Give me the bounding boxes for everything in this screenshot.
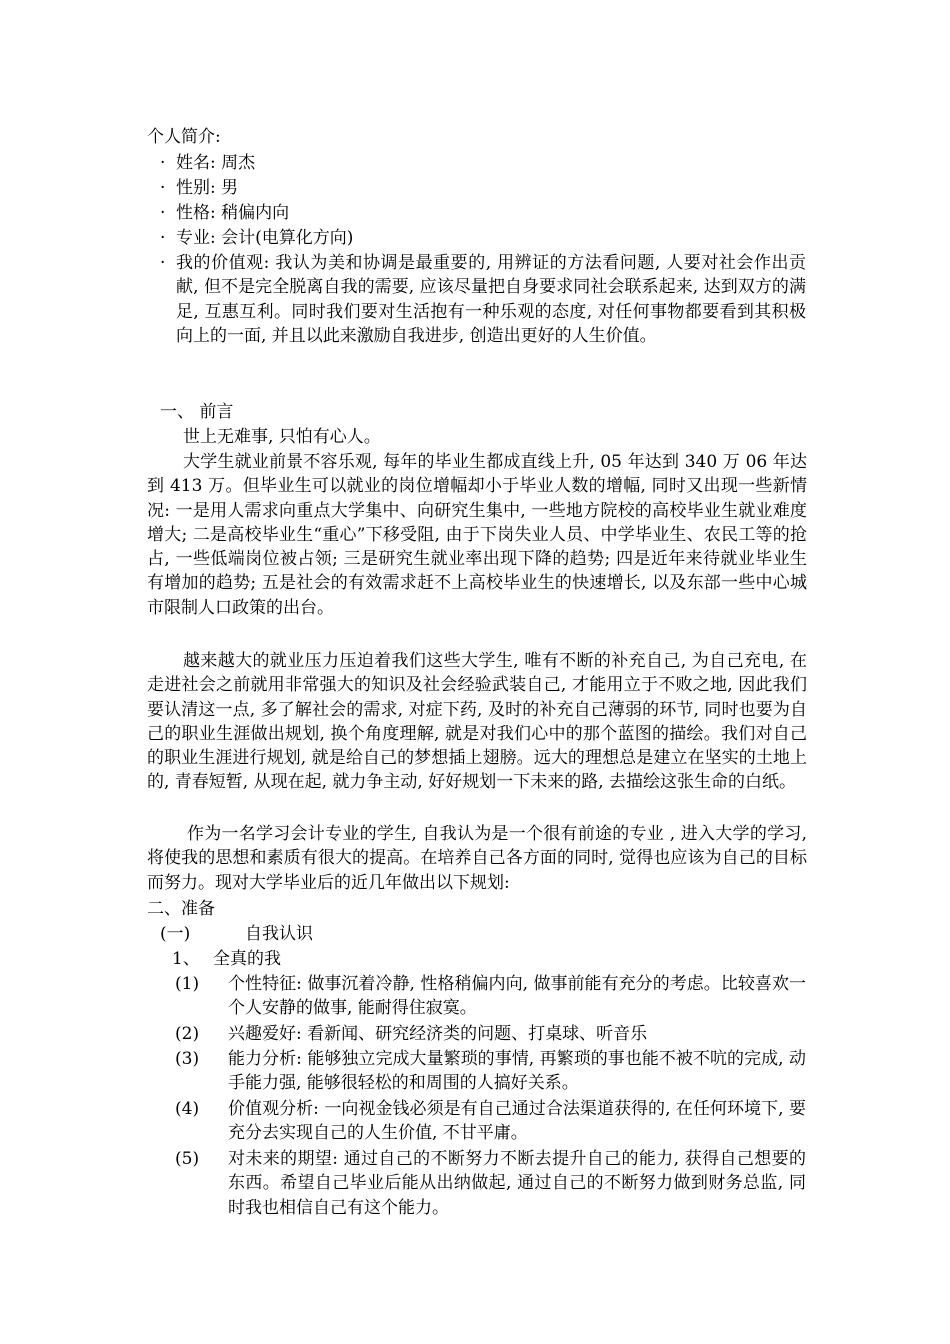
point-text: 个性特征: 做事沉着冷静, 性格稍偏内向, 做事前能有充分的考虑。比较喜欢一个人安静的做事, 能耐得住寂寞。: [228, 974, 806, 1019]
point-number: (5): [175, 1149, 200, 1169]
point-text: 对未来的期望: 通过自己的不断努力不断去提升自己的能力, 获得自己想要的东西。希望自己毕业后能从出纳做起, 通过自己的不断努力做到财务总监, 同时我也相信自己有这个能力。: [228, 1149, 806, 1218]
point-number: (2): [175, 1024, 200, 1044]
profile-item-text: 专业: 会计(电算化方向): [176, 228, 354, 248]
section1-heading: 一、 前言: [160, 402, 234, 422]
point-number: (1): [175, 974, 200, 994]
bullet-dot: ·: [160, 228, 166, 248]
self-point-2: [0, 1022, 950, 1047]
section2-heading: 二、准备: [147, 899, 215, 919]
profile-item-text: 性别: 男: [176, 178, 239, 198]
subsection-number: (一): [160, 924, 191, 944]
profile-item-values: [0, 251, 950, 376]
profile-item-name: [0, 151, 950, 175]
bullet-dot: ·: [160, 178, 166, 198]
profile-item-text: 性格: 稍偏内向: [176, 203, 290, 223]
values-text: 我的价值观: 我认为美和协调是最重要的, 用辨证的方法看问题, 人要对社会作出贡献, 但不是完全脱离自我的需要, 应该尽量把自身要求同社会联系起来, 达到双方的满足, 互惠互利。同时我们要对生活抱有一种乐观的态度, 对任何事物都要看到其积极向上的一面, 并且以此来激励自我进步, 创造出更好的人生价值。: [176, 253, 806, 347]
intro-paragraph-2: 越来越大的就业压力压迫着我们这些大学生, 唯有不断的补充自己, 为自己充电, 在走进社会之前就用非常强大的知识及社会经验武装自己, 才能用立于不败之地, 因此我们要认清这一点, 多了解社会的需求, 对症下药, 及时的补充自己薄弱的环节, 同时也要为自己的职业生涯做出规划, 换个角度理解, 就是对我们心中的那个蓝图的描绘。我们对自己的职业生涯进行规划, 就是给自己的梦想插上翅膀。远大的理想总是建立在坚实的土地上的, 青春短暂, 从现在起, 就力争主动, 好好规划一下未来的路, 去描绘这张生命的白纸。: [147, 651, 807, 793]
profile-item-text: 姓名: 周杰: [176, 153, 256, 173]
point-text: 兴趣爱好: 看新闻、研究经济类的问题、打桌球、听音乐: [228, 1024, 648, 1044]
self-point-3: [0, 1047, 950, 1097]
intro-paragraph-3: 作为一名学习会计专业的学生, 自我认为是一个很有前途的专业 , 进入大学的学习, 将使我的思想和素质有很大的提高。在培养自己各方面的同时, 觉得也应该为自己的目标而努力。现对大学毕业后的近几年做出以下规划:: [147, 824, 807, 893]
self-point-5: [0, 1147, 950, 1222]
point-text: 价值观分析: 一向视金钱必须是有自己通过合法渠道获得的, 在任何环境下, 要充分去实现自己的人生价值, 不甘平庸。: [228, 1099, 806, 1144]
self-point-4: [0, 1097, 950, 1147]
profile-item-personality: [0, 201, 950, 225]
profile-heading: 个人简介:: [147, 127, 221, 147]
self-point-1: [0, 972, 950, 1022]
motto: 世上无难事, 只怕有心人。: [183, 427, 381, 447]
point-text: 能力分析: 能够独立完成大量繁琐的事情, 再繁琐的事也能不被不吭的完成, 动手能力强, 能够很轻松的和周围的人搞好关系。: [228, 1049, 806, 1094]
item-number: 1、: [172, 949, 200, 969]
point-number: (4): [175, 1099, 200, 1119]
item-heading: 全真的我: [213, 949, 281, 969]
point-number: (3): [175, 1049, 200, 1069]
bullet-dot: ·: [160, 203, 166, 223]
bullet-dot: ·: [160, 153, 166, 173]
intro-paragraph-1: 大学生就业前景不容乐观, 每年的毕业生都成直线上升, 05 年达到 340 万 06 年达到 413 万。但毕业生可以就业的岗位增幅却小于毕业人数的增幅, 同时又出现一些新情况: 一是用人需求向重点大学集中、向研究生集中, 一些地方院校的高校毕业生就业难度增大; 二是高校毕业生“重心”下移受阻, 由于下岗失业人员、中学毕业生、农民工等的抢占, 一些低端岗位被占领; 三是研究生就业率出现下降的趋势; 四是近年来待就业毕业生有增加的趋势; 五是社会的有效需求赶不上高校毕业生的快速增长, 以及东部一些中心城市限制人口政策的出台。: [147, 452, 807, 618]
profile-item-gender: [0, 176, 950, 200]
profile-item-major: [0, 226, 950, 250]
bullet-dot: ·: [160, 253, 166, 273]
subsection-heading: 自我认识: [245, 924, 313, 944]
